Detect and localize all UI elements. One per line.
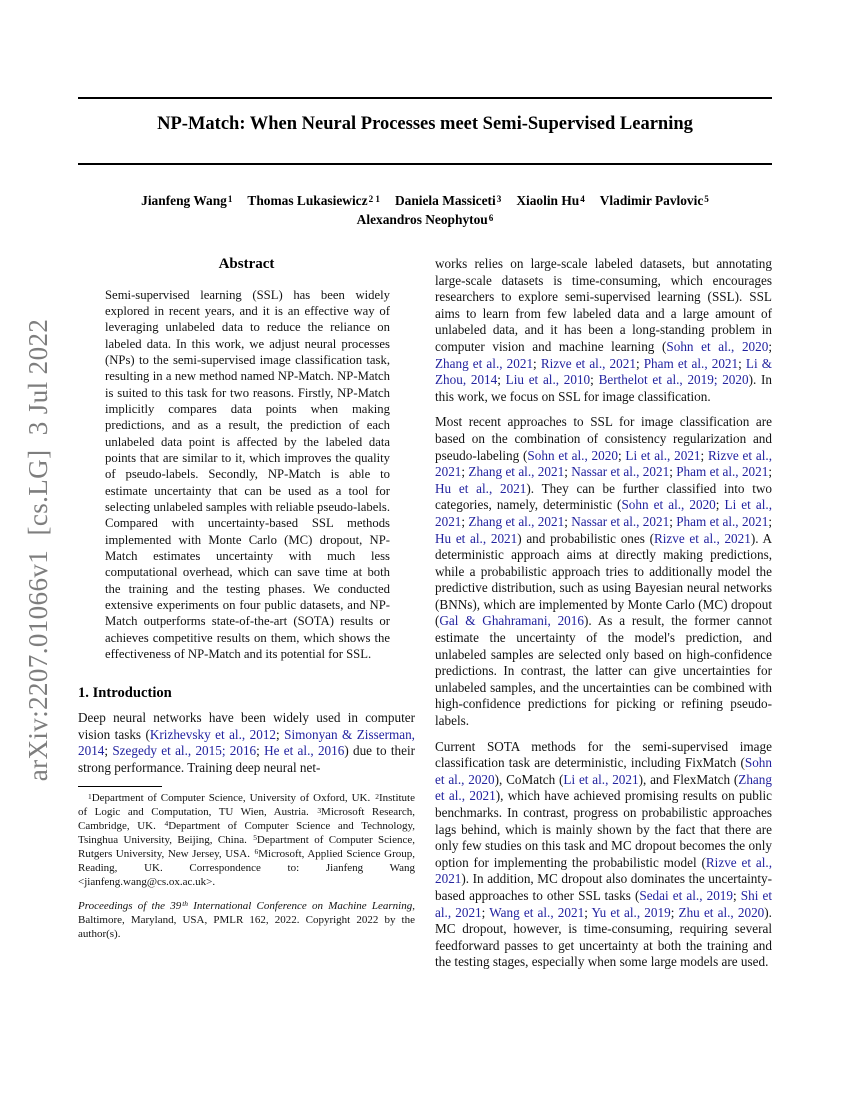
superscript: 5: [704, 193, 709, 204]
author-line-2: Alexandros Neophytou$^6$: [356, 212, 494, 227]
intro-paragraph: Deep neural networks have been widely used in computer vision tasks (Krizhevsky et al., 2012; Simonyan & Zisserman, 2014; Szegedy et al., 2015; 2016; He et al., 2016) due to their strong performance. Training deep neural net-: [78, 710, 416, 775]
citation-link[interactable]: Zhang et al., 2021: [435, 355, 534, 371]
title-rule-top: [78, 97, 772, 99]
footnote-rule: [78, 786, 162, 787]
paper-title: NP-Match: When Neural Processes meet Semi-Supervised Learning: [157, 114, 693, 134]
superscript: 3: [496, 193, 502, 204]
author-line-1: Jianfeng Wang$^1$ Thomas Lukasiewicz$^{2 1}$ Daniela Massiceti$^3$ Xiaolin Hu$^4$ Vladimir Pavlovic$^5$: [141, 193, 709, 208]
citation-link[interactable]: Sohn et al., 2020: [527, 447, 618, 463]
body-paragraph: Current SOTA methods for the semi-supervised image classification task are deterministic, including FixMatch (Sohn et al., 2020), CoMatch (Li et al., 2021), and FlexMatch (Zhang et al., 2021), which have achieved promising results on public benchmarks. In contrast, progress on probabilistic approaches lags behind, which is mainly shown by the fact that there are only few studies on this task and MC dropout becomes the only option for implementing the probabilistic model (Rizve et al., 2021). In addition, MC dropout also dominates the uncertainty-based approaches to other SSL tasks (Sedai et al., 2019; Shi et al., 2021; Wang et al., 2021; Yu et al., 2019; Zhu et al., 2020). MC dropout, however, is time-consuming, requiring several feedforward passes to get uncertainty at both the training and the testing stages, especially when some large models are used.: [435, 738, 772, 970]
citation-link[interactable]: Gal & Ghahramani, 2016: [439, 613, 584, 629]
superscript: 4: [164, 819, 169, 829]
arxiv-watermark: arXiv:2207.01066v1 [cs.LG] 3 Jul 2022: [23, 318, 53, 782]
citation-link[interactable]: Zhang et al., 2021: [435, 771, 772, 804]
citation-link[interactable]: Berthelot et al., 2019; 2020: [598, 372, 749, 388]
citation-link[interactable]: Pham et al., 2021: [676, 513, 769, 529]
citation-link[interactable]: Simonyan & Zisserman, 2014: [78, 726, 415, 759]
superscript: 3: [317, 805, 322, 815]
citation-link[interactable]: Szegedy et al., 2015; 2016: [112, 743, 257, 759]
citation-link[interactable]: Li et al., 2021: [563, 771, 639, 787]
citation-link[interactable]: Wang et al., 2021: [489, 904, 585, 920]
citation-link[interactable]: Pham et al., 2021: [643, 355, 739, 371]
citation-link[interactable]: Li et al., 2021: [435, 497, 772, 529]
citation-link[interactable]: Hu et al., 2021: [435, 530, 518, 546]
section-heading-introduction: 1. Introduction: [78, 684, 172, 701]
abstract-text: Semi-supervised learning (SSL) has been widely explored in recent years, and it is an effective way of leveraging unlabeled data to reduce the reliance on labeled data. In this work, we adjust neural processes (NPs) to the semi-supervised image classification task, resulting in a new method named NP-Match. NP-Match is suited to this task for two reasons. Firstly, NP-Match implicitly compares data points when making predictions, and as a result, the prediction of each unlabeled data point is affected by the labeled data points that are similar to it, which improves the quality of pseudo-labels. Secondly, NP-Match is able to estimate uncertainty that can be used as a tool for selecting unlabeled samples with reliable pseudo-labels. Compared with uncertainty-based SSL methods implemented with Monte Carlo (MC) dropout, NP-Match estimates uncertainty with much less computational overhead, which can save time at both the training and the testing phases. We conducted extensive experiments on four public datasets, and NP-Match outperforms state-of-the-art (SOTA) results or achieves competitive results on them, which shows the effectiveness of NP-Match and its potential for SSL.: [105, 287, 390, 662]
superscript: 5: [253, 833, 257, 843]
citation-link[interactable]: Rizve et al., 2021: [435, 447, 772, 480]
citation-link[interactable]: Yu et al., 2019: [591, 904, 671, 920]
citation-link[interactable]: Sohn et al., 2020: [666, 338, 769, 354]
citation-link[interactable]: Nassar et al., 2021: [571, 464, 670, 480]
superscript: 1: [227, 193, 233, 204]
italic-text: Proceedings of the 39: [78, 899, 182, 912]
citation-link[interactable]: Rizve et al., 2021: [435, 854, 772, 887]
citation-link[interactable]: Shi et al., 2021: [435, 887, 772, 920]
citation-link[interactable]: Li & Zhou, 2014: [435, 355, 772, 388]
right-column: [435, 256, 772, 980]
citation-link[interactable]: Liu et al., 2010: [505, 372, 591, 388]
superscript: 6: [254, 847, 259, 857]
citation-link[interactable]: Zhu et al., 2020: [678, 904, 765, 920]
body-paragraph: Most recent approaches to SSL for image classification are based on the combination of consistency regularization and pseudo-labeling (Sohn et al., 2020; Li et al., 2021; Rizve et al., 2021; Zhang et al., 2021; Nassar et al., 2021; Pham et al., 2021; Hu et al., 2021). They can be further classified into two categories, namely, deterministic (Sohn et al., 2020; Li et al., 2021; Zhang et al., 2021; Nassar et al., 2021; Pham et al., 2021; Hu et al., 2021) and probabilistic ones (Rizve et al., 2021). A deterministic approach aims at directly making predictions, while a probabilistic approach tries to additionally model the predictive distribution, such as using Bayesian neural networks (BNNs), which are implemented by Monte Carlo (MC) dropout (Gal & Ghahramani, 2016). As a result, the former cannot estimate the uncertainty of the model's prediction, and unlabeled samples are selected only based on high-confidence predictions. In contrast, the latter can give uncertainties for unlabeled samples, and the uncertainties can be combined with high-confidence predictions for picking or refining pseudo-labels.: [435, 414, 773, 729]
citation-link[interactable]: Pham et al., 2021: [676, 464, 769, 480]
author-list: [78, 192, 772, 230]
superscript: th: [182, 898, 189, 908]
title-rule-bottom: [78, 163, 772, 165]
superscript: 2 1: [368, 193, 380, 204]
citation-link[interactable]: Krizhevsky et al., 2012: [149, 726, 277, 742]
proceedings-note: Proceedings of the 39th International Conference on Machine Learning, Baltimore, Maryland, USA, PMLR 162, 2022. Copyright 2022 by the author(s).: [78, 898, 415, 940]
citation-link[interactable]: Li et al., 2021: [625, 447, 701, 463]
citation-link[interactable]: Zhang et al., 2021: [468, 464, 565, 480]
citation-link[interactable]: He et al., 2016: [264, 743, 345, 759]
superscript: 2: [375, 791, 379, 801]
citation-link[interactable]: Zhang et al., 2021: [468, 513, 565, 529]
superscript: 6: [488, 212, 494, 223]
citation-link[interactable]: Sohn et al., 2020: [621, 497, 716, 513]
citation-link[interactable]: Nassar et al., 2021: [571, 513, 670, 529]
affiliations-footnote: $^1$Department of Computer Science, University of Oxford, UK. $^2$Institute of Logic and Computation, TU Wien, Austria. $^3$Microsoft Research, Cambridge, UK. $^4$Department of Computer Science and Technology, Tsinghua University, Beijing, China. $^5$Department of Computer Science, Rutgers University, New Jersey, USA. $^6$Microsoft, Applied Science Group, Reading, UK. Correspondence to: Jianfeng Wang <jianfeng.wang@cs.ox.ac.uk>.: [78, 791, 416, 888]
citation-link[interactable]: Rizve et al., 2021: [653, 530, 751, 546]
citation-link[interactable]: Sohn et al., 2020: [435, 755, 772, 787]
italic-text: International Conference on Machine Learning: [188, 899, 413, 912]
superscript: 1: [88, 791, 92, 801]
citation-link[interactable]: Hu et al., 2021: [435, 480, 527, 496]
abstract-heading: Abstract: [218, 256, 275, 272]
superscript: 4: [580, 193, 585, 204]
citation-link[interactable]: Rizve et al., 2021: [540, 355, 636, 371]
citation-link[interactable]: Sedai et al., 2019: [639, 887, 733, 903]
body-paragraph: works relies on large-scale labeled datasets, but annotating large-scale datasets is time-consuming, which encourages researchers to explore semi-supervised learning (SSL). SSL aims to learn from few labeled data and a large amount of unlabeled data, and it has been a long-standing problem in computer vision and machine learning (Sohn et al., 2020; Zhang et al., 2021; Rizve et al., 2021; Pham et al., 2021; Li & Zhou, 2014; Liu et al., 2010; Berthelot et al., 2019; 2020). In this work, we focus on SSL for image classification.: [435, 256, 772, 404]
left-column: [78, 256, 415, 952]
